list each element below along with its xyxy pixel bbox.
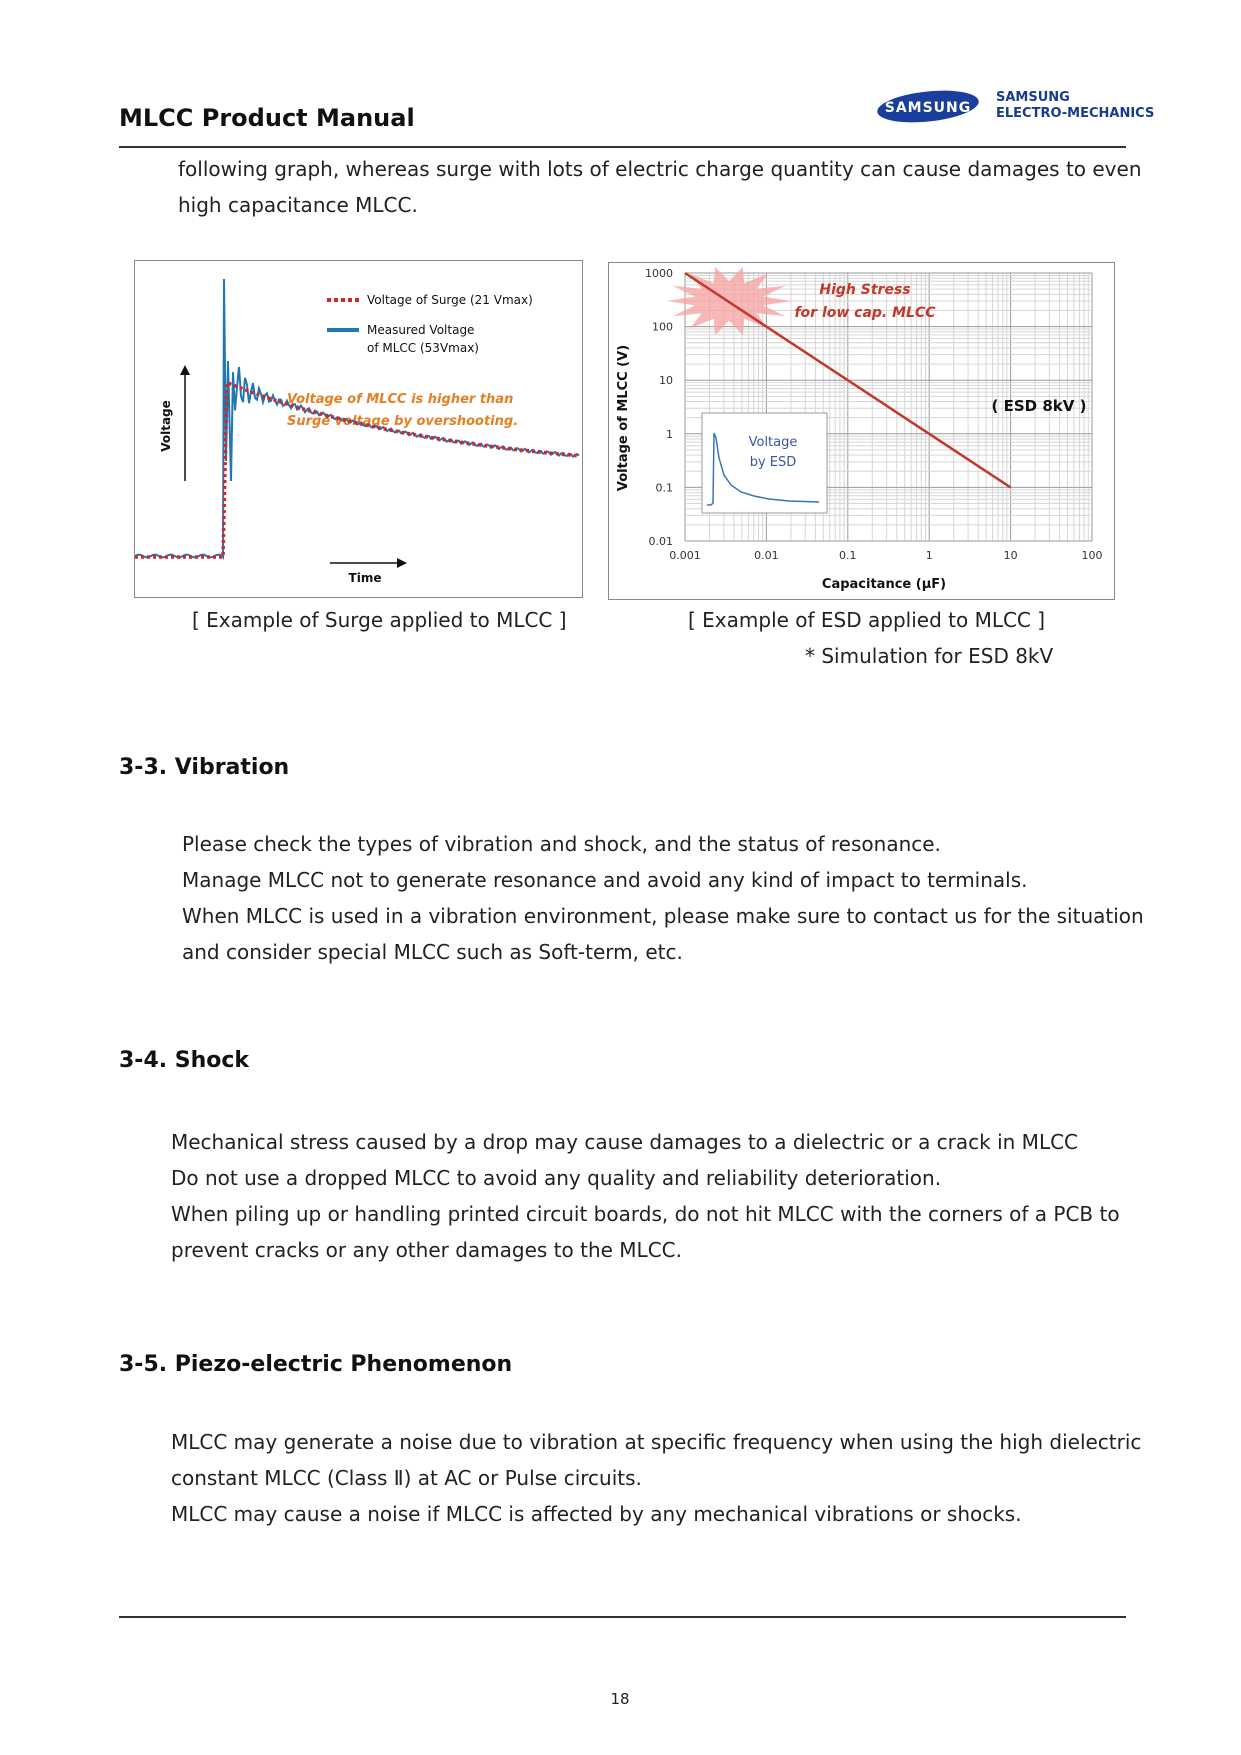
company-name (996, 90, 1154, 122)
heading-shock: 3-4. Shock (119, 1048, 250, 1073)
piezo-paragraph (171, 1424, 1141, 1532)
page-title: MLCC Product Manual (119, 104, 415, 132)
y-tick-label: 1000 (645, 267, 673, 280)
surge-annotation-line2: Surge voltage by overshooting. (287, 414, 519, 429)
shock-line-3: When piling up or handling printed circuit boards, do not hit MLCC with the corners of a PCB to (171, 1202, 1120, 1226)
legend-measured-label-1: Measured Voltage (367, 323, 475, 337)
shock-line-1: Mechanical stress caused by a drop may cause damages to a dielectric or a crack in MLCC (171, 1130, 1079, 1154)
y-tick-label: 0.1 (655, 481, 673, 495)
piezo-line-1: MLCC may generate a noise due to vibration at specific frequency when using the high dielectric (171, 1430, 1142, 1454)
surge-chart (134, 260, 583, 598)
heading-piezo: 3-5. Piezo-electric Phenomenon (119, 1352, 513, 1377)
series-surge-line (135, 383, 579, 557)
intro-line-2: high capacitance MLCC. (178, 193, 418, 217)
surge-annotation-line1: Voltage of MLCC is higher than (287, 392, 514, 407)
company-name-line2: ELECTRO-MECHANICS (996, 106, 1155, 121)
logo-wordmark: SAMSUNG (884, 100, 972, 116)
esd-chart-svg (609, 263, 1114, 599)
heading-vibration: 3-3. Vibration (119, 755, 290, 780)
samsung-logo (876, 88, 980, 125)
piezo-line-2: constant MLCC (Class Ⅱ) at AC or Pulse circuits. (171, 1466, 642, 1490)
vibration-line-1: Please check the types of vibration and shock, and the status of resonance. (182, 832, 941, 856)
surge-figure-caption: [ Example of Surge applied to MLCC ] (192, 608, 567, 632)
legend-surge-label: Voltage of Surge (21 Vmax) (367, 293, 533, 307)
high-stress-line2: for low cap. MLCC (794, 305, 936, 321)
x-tick-label: 0.001 (669, 549, 701, 562)
shock-line-2: Do not use a dropped MLCC to avoid any quality and reliability deterioration. (171, 1166, 942, 1190)
y-tick-label: 0.01 (648, 535, 673, 548)
piezo-line-3: MLCC may cause a noise if MLCC is affected by any mechanical vibrations or shocks. (171, 1502, 1022, 1526)
footer-divider (119, 1616, 1126, 1618)
header-divider (119, 146, 1126, 148)
y-tick-label: 1 (666, 427, 673, 441)
inset-label-line1: Voltage (748, 435, 798, 450)
company-name-line1: SAMSUNG (996, 90, 1070, 105)
intro-paragraph (178, 151, 1142, 223)
vibration-line-3: When MLCC is used in a vibration environment, please make sure to contact us for the situation (182, 904, 1144, 928)
esd-x-label: Capacitance (µF) (821, 577, 947, 592)
vibration-line-4: and consider special MLCC such as Soft-term, etc. (182, 940, 683, 964)
y-tick-label: 10 (659, 374, 673, 388)
esd-y-label: Voltage of MLCC (V) (616, 344, 631, 492)
x-tick-label: 10 (1003, 549, 1018, 562)
esd-chart (608, 262, 1115, 600)
shock-line-4: prevent cracks or any other damages to the MLCC. (171, 1238, 682, 1262)
surge-x-label: Time (348, 571, 382, 585)
page-number: 18 (610, 1690, 630, 1708)
x-tick-label: 0.01 (754, 549, 779, 562)
y-tick-label: 100 (652, 320, 673, 334)
surge-y-arrowhead (180, 365, 190, 375)
intro-line-1: following graph, whereas surge with lots of electric charge quantity can cause damages to even (178, 157, 1142, 181)
inset-label-line2: by ESD (749, 455, 797, 470)
x-tick-label: 1 (925, 549, 933, 562)
vibration-paragraph (182, 826, 1144, 970)
esd-figure-caption: [ Example of ESD applied to MLCC ] (688, 608, 1046, 632)
legend-measured-label-2: of MLCC (53Vmax) (367, 341, 479, 355)
vibration-line-2: Manage MLCC not to generate resonance and avoid any kind of impact to terminals. (182, 868, 1028, 892)
shock-paragraph (171, 1124, 1120, 1268)
surge-y-label: Voltage (159, 400, 173, 452)
surge-x-arrowhead (397, 558, 407, 568)
esd-figure-note: * Simulation for ESD 8kV (805, 644, 1054, 668)
surge-chart-svg (135, 261, 582, 597)
x-tick-label: 100 (1081, 549, 1103, 562)
x-tick-label: 0.1 (839, 549, 857, 562)
esd-8kv-label: ( ESD 8kV ) (991, 397, 1087, 415)
high-stress-line1: High Stress (819, 282, 911, 298)
